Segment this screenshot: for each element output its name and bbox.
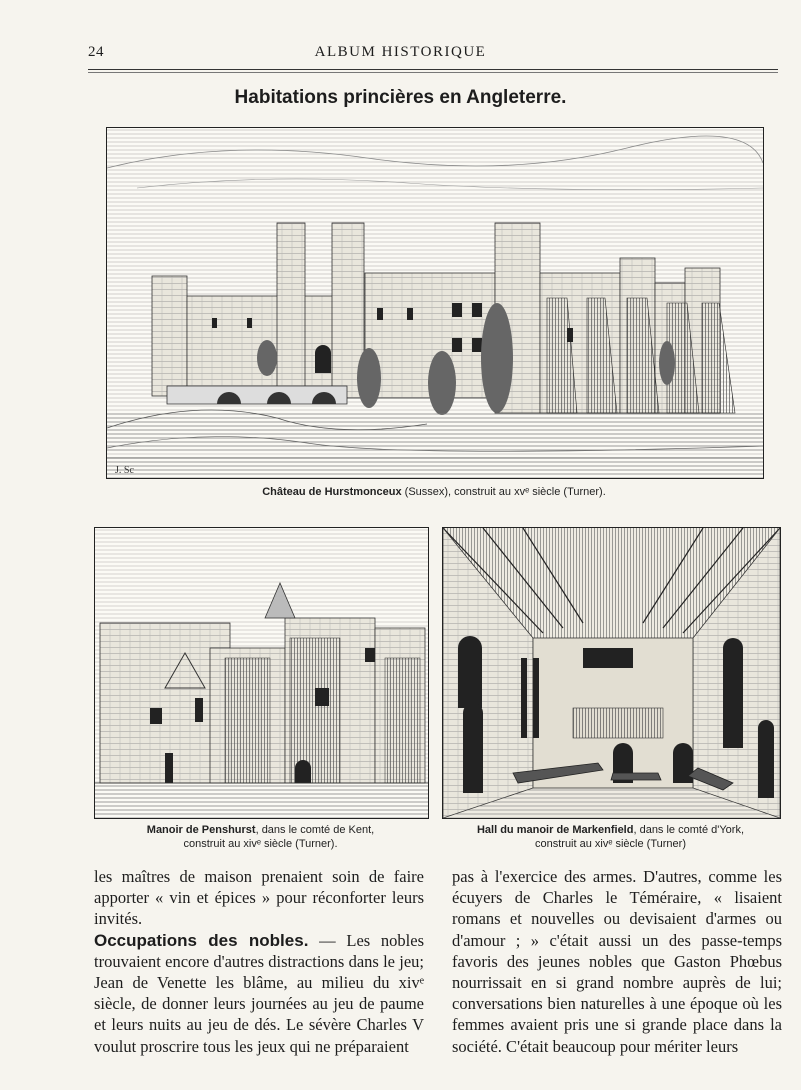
top-caption-title: Château de Hurstmonceux bbox=[262, 486, 402, 498]
hurstmonceux-castle-engraving bbox=[106, 127, 764, 479]
right-caption-line2: construit au xivᵉ siècle (Turner) bbox=[534, 838, 686, 850]
engraver-signature: J. Sc bbox=[115, 465, 134, 476]
right-text-column bbox=[452, 866, 782, 1057]
left-body-paragraph: — Les nobles trouvaient encore d'autres distractions dans le jeu; Jean de Venette les blâme, au milieu du xivᵉ siècle, de donner leurs journées au jeu de paume et leurs nuits au jeu de dés. Le sévère Charles V voulut proscrire tous les jeux qui ne préparaient bbox=[94, 930, 424, 1056]
page-title: Habitations princières en Angleterre. bbox=[234, 87, 567, 108]
running-title: ALBUM HISTORIQUE bbox=[314, 44, 487, 60]
left-plate-caption bbox=[94, 823, 427, 851]
top-plate-caption bbox=[106, 485, 762, 499]
penshurst-manor-engraving bbox=[94, 527, 429, 819]
header-rule bbox=[88, 69, 778, 70]
left-caption-line2: construit au xivᵉ siècle (Turner). bbox=[183, 838, 338, 850]
left-text-column bbox=[94, 866, 424, 1057]
markenfield-hall-engraving bbox=[442, 527, 781, 819]
right-caption-title: Hall du manoir de Markenfield bbox=[476, 824, 634, 836]
left-caption-detail: , dans le comté de Kent, bbox=[255, 824, 375, 836]
header-rule-thin bbox=[88, 72, 778, 73]
right-caption-detail: , dans le comté d'York, bbox=[633, 824, 745, 836]
section-heading: Occupations des nobles. bbox=[94, 930, 309, 950]
right-plate-caption bbox=[442, 823, 779, 851]
right-body-paragraph: pas à l'exercice des armes. D'autres, comme les écuyers de Charles le Téméraire, « lisaient romans et nouvelles ou devisaient d'armes ou d'amour ; » c'était aussi un des passe-temps favoris des jeunes nobles que Gaston Phœbus nourrissait en si grand nombre auprès de lui; conversations bien naturelles à une époque où les femmes avaient pris une si grande place dans la société. C'était beaucoup pour mériter leurs bbox=[452, 867, 782, 1056]
top-caption-detail: (Sussex), construit au xvᵉ siècle (Turner). bbox=[401, 486, 606, 498]
left-caption-title: Manoir de Penshurst bbox=[146, 824, 256, 836]
left-intro-paragraph: les maîtres de maison prenaient soin de faire apporter « vin et épices » pour réconforter leurs invités. bbox=[94, 867, 424, 929]
page-number: 24 bbox=[88, 44, 104, 60]
